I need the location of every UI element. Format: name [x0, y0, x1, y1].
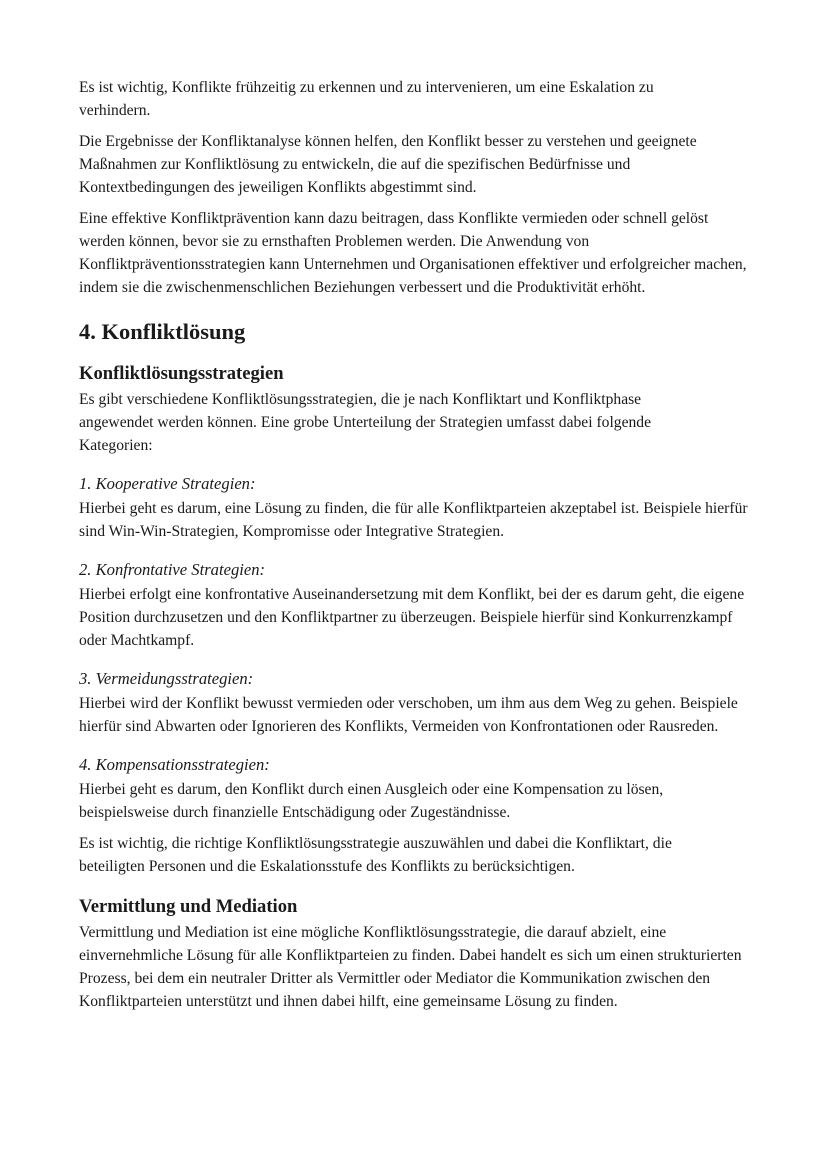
strategy-title-3: 3. Vermeidungsstrategien: — [79, 669, 254, 688]
document-page — [79, 76, 751, 1013]
strategy-title-1: 1. Kooperative Strategien: — [79, 474, 256, 493]
intro-paragraph-2: Die Ergebnisse der Konfliktanalyse können helfen, den Konflikt besser zu verstehen und geeignete Maßnahmen zur Konfliktlösung zu entwickeln, die auf die spezifischen Bedürfnisse und Kontextbedingungen des jeweiligen Konflikts abgestimmt sind. — [79, 133, 697, 196]
intro-paragraph-3: Eine effektive Konfliktprävention kann dazu beitragen, dass Konflikte vermieden oder schnell gelöst werden können, bevor sie zu ernsthaften Problemen werden. Die Anwendung von Konfliktpräventionsstrategien kann Unternehmen und Organisationen effektiver und erfolgreicher machen, indem sie die zwischenmenschlichen Beziehungen verbessert und die Produktivität erhöht. — [79, 210, 747, 296]
strategy-text-4: Hierbei geht es darum, den Konflikt durch einen Ausgleich oder eine Kompensation zu lösen, beispielsweise durch finanzielle Entschädigung oder Zugeständnisse. — [79, 781, 664, 821]
strategy-text-2: Hierbei erfolgt eine konfrontative Auseinandersetzung mit dem Konflikt, bei der es darum geht, die eigene Position durchzusetzen und den Konfliktpartner zu überzeugen. Beispiele hierfür sind Konkurrenzkampf oder Machtkampf. — [79, 586, 745, 649]
strategies-intro: Es gibt verschiedene Konfliktlösungsstrategien, die je nach Konfliktart und Konfliktphase angewendet werden können. Eine grobe Unterteilung der Strategien umfasst dabei folgende Kategorien: — [79, 391, 652, 454]
intro-paragraph-1: Es ist wichtig, Konflikte frühzeitig zu erkennen und zu intervenieren, um eine Eskalation zu verhindern. — [79, 79, 654, 119]
strategy-title-2: 2. Konfrontative Strategien: — [79, 560, 266, 579]
section-heading: 4. Konfliktlösung — [79, 319, 246, 344]
subsection-heading-strategies: Konfliktlösungsstrategien — [79, 363, 284, 384]
strategy-title-4: 4. Kompensationsstrategien: — [79, 755, 270, 774]
strategies-conclusion: Es ist wichtig, die richtige Konfliktlösungsstrategie auszuwählen und dabei die Konfliktart, die beteiligten Personen und die Eskalationsstufe des Konflikts zu berücksichtigen. — [79, 835, 672, 875]
strategy-text-1: Hierbei geht es darum, eine Lösung zu finden, die für alle Konfliktparteien akzeptabel ist. Beispiele hierfür sind Win-Win-Strategien, Kompromisse oder Integrative Strategien. — [79, 500, 748, 540]
subsection-heading-mediation: Vermittlung und Mediation — [79, 896, 298, 917]
strategy-text-3: Hierbei wird der Konflikt bewusst vermieden oder verschoben, um ihm aus dem Weg zu gehen. Beispiele hierfür sind Abwarten oder Ignorieren des Konflikts, Vermeiden von Konfrontationen oder Rausreden. — [79, 695, 738, 735]
mediation-paragraph: Vermittlung und Mediation ist eine mögliche Konfliktlösungsstrategie, die darauf abzielt, eine einvernehmliche Lösung für alle Konfliktparteien zu finden. Dabei handelt es sich um einen strukturierten Prozess, bei dem ein neutraler Dritter als Vermittler oder Mediator die Kommunikation zwischen den Konfliktparteien unterstützt und ihnen dabei hilft, eine gemeinsame Lösung zu finden. — [79, 924, 742, 1010]
